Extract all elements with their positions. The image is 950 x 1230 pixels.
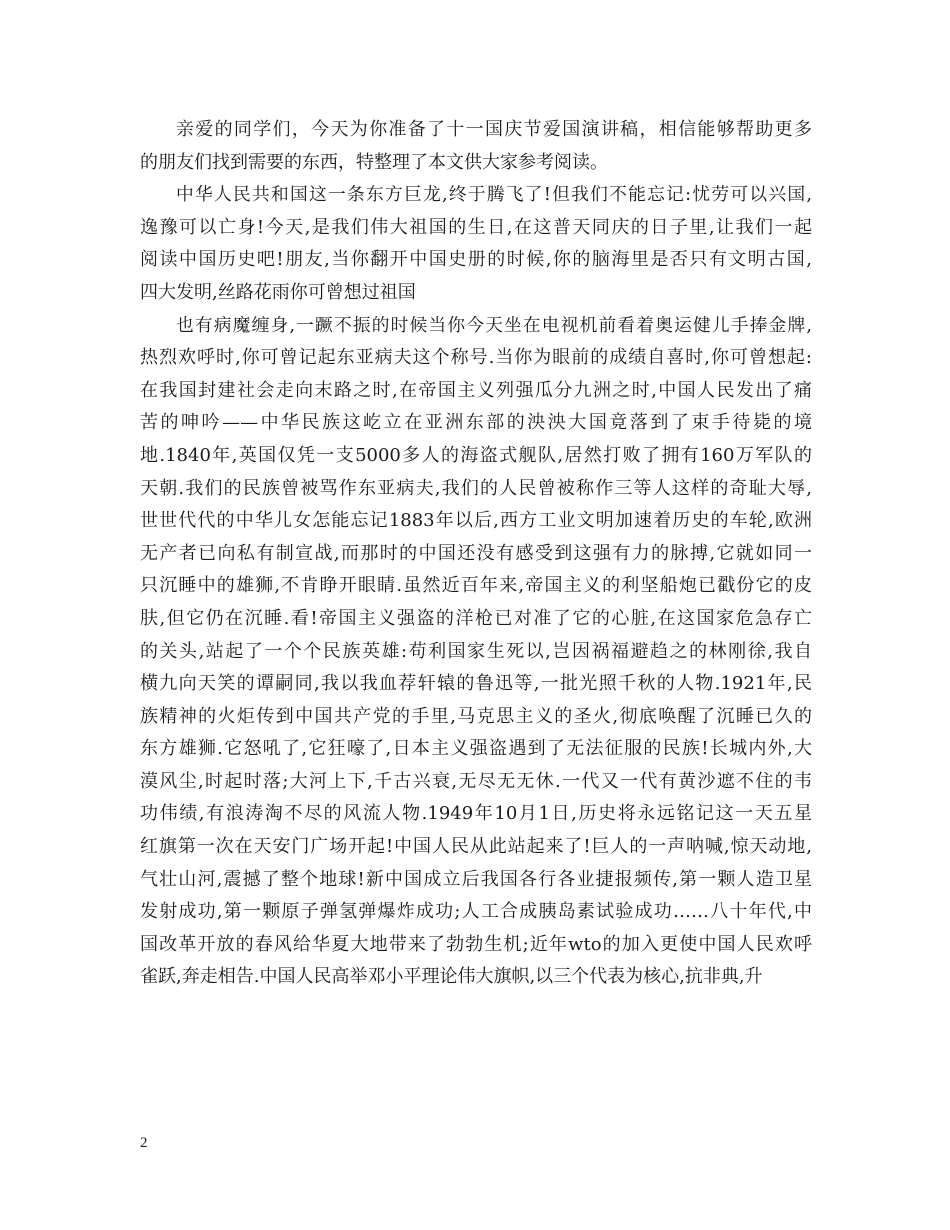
text-line: 雀跃,奔走相告.中国人民高举邓小平理论伟大旗帜,以三个代表为核心,抗非典,升	[140, 966, 763, 988]
text-line: 红旗第一次在天安门广场开起!中国人民从此站起来了!巨人的一声呐喊,惊天动地,	[140, 836, 812, 858]
text-line: 东方雄狮.它怒吼了,它狂嚎了,日本主义强盗遇到了无法征服的民族!长城内外,大	[140, 738, 812, 760]
text-line: 天朝.我们的民族曾被骂作东亚病夫,我们的人民曾被称作三等人这样的奇耻大辱,	[140, 477, 812, 499]
text-line: 热烈欢呼时,你可曾记起东亚病夫这个称号.当你为眼前的成绩自喜时,你可曾想起:	[140, 347, 812, 369]
page-number: 2	[140, 1135, 148, 1151]
text-line: 漠风尘,时起时落;大河上下,千古兴衰,无尽无无休.一代又一代有黄沙遮不住的韦	[140, 770, 812, 792]
text-line: 四大发明,丝路花雨你可曾想过祖国	[140, 281, 416, 303]
text-line: 功伟绩,有浪涛淘不尽的风流人物.1949年10月1日,历史将永远铭记这一天五星	[140, 803, 812, 825]
text-line: 苦的呻吟——中华民族这屹立在亚洲东部的泱泱大国竟落到了束手待毙的境	[140, 412, 812, 434]
text-line: 只沉睡中的雄狮,不肯睁开眼睛.虽然近百年来,帝国主义的利坚船炮已戳份它的皮	[140, 575, 812, 597]
text-line: 的关头,站起了一个个民族英雄:苟利国家生死以,岂因祸福避趋之的林刚徐,我自	[140, 640, 812, 662]
paragraph	[140, 179, 812, 309]
text-line: 在我国封建社会走向末路之时,在帝国主义列强瓜分九洲之时,中国人民发出了痛	[140, 379, 812, 401]
text-line: 逸豫可以亡身!今天,是我们伟大祖国的生日,在这普天同庆的日子里,让我们一起	[140, 216, 812, 238]
text-line: 发射成功,第一颗原子弹氢弹爆炸成功;人工合成胰岛素试验成功……八十年代,中	[140, 901, 812, 923]
text-line: 地.1840年,英国仅凭一支5000多人的海盗式舰队,居然打败了拥有160万军队的	[140, 444, 812, 466]
text-line: 国改革开放的春风给华夏大地带来了勃勃生机;近年wto的加入更使中国人民欢呼	[140, 933, 812, 955]
text-line: 亲爱的同学们，今天为你准备了十一国庆节爱国演讲稿，相信能够帮助更多	[176, 119, 812, 140]
text-line: 的朋友们找到需要的东西，特整理了本文供大家参考阅读。	[140, 151, 608, 173]
paragraph	[140, 114, 812, 179]
text-line: 横九向天笑的谭嗣同,我以我血荐轩辕的鲁迅等,一批光照千秋的人物.1921年,民	[140, 673, 812, 695]
text-line: 中华人民共和国这一条东方巨龙,终于腾飞了!但我们不能忘记:忧劳可以兴国,	[176, 185, 812, 206]
text-line: 族精神的火炬传到中国共产党的手里,马克思主义的圣火,彻底唤醒了沉睡已久的	[140, 705, 812, 727]
text-line: 阅读中国历史吧!朋友,当你翻开中国史册的时候,你的脑海里是否只有文明古国,	[140, 249, 812, 271]
text-line: 肤,但它仍在沉睡.看!帝国主义强盗的洋枪已对准了它的心脏,在这国家危急存亡	[140, 607, 812, 629]
text-line: 也有病魔缠身,一蹶不振的时候当你今天坐在电视机前看着奥运健儿手捧金牌,	[176, 315, 812, 336]
text-line: 气壮山河,震撼了整个地球!新中国成立后我国各行各业捷报频传,第一颗人造卫星	[140, 868, 812, 890]
text-line: 世世代代的中华儿女怎能忘记1883年以后,西方工业文明加速着历史的车轮,欧洲	[140, 510, 812, 532]
paragraph	[140, 310, 812, 994]
document-body	[140, 114, 812, 994]
text-line: 无产者已向私有制宣战,而那时的中国还没有感受到这强有力的脉搏,它就如同一	[140, 542, 812, 564]
